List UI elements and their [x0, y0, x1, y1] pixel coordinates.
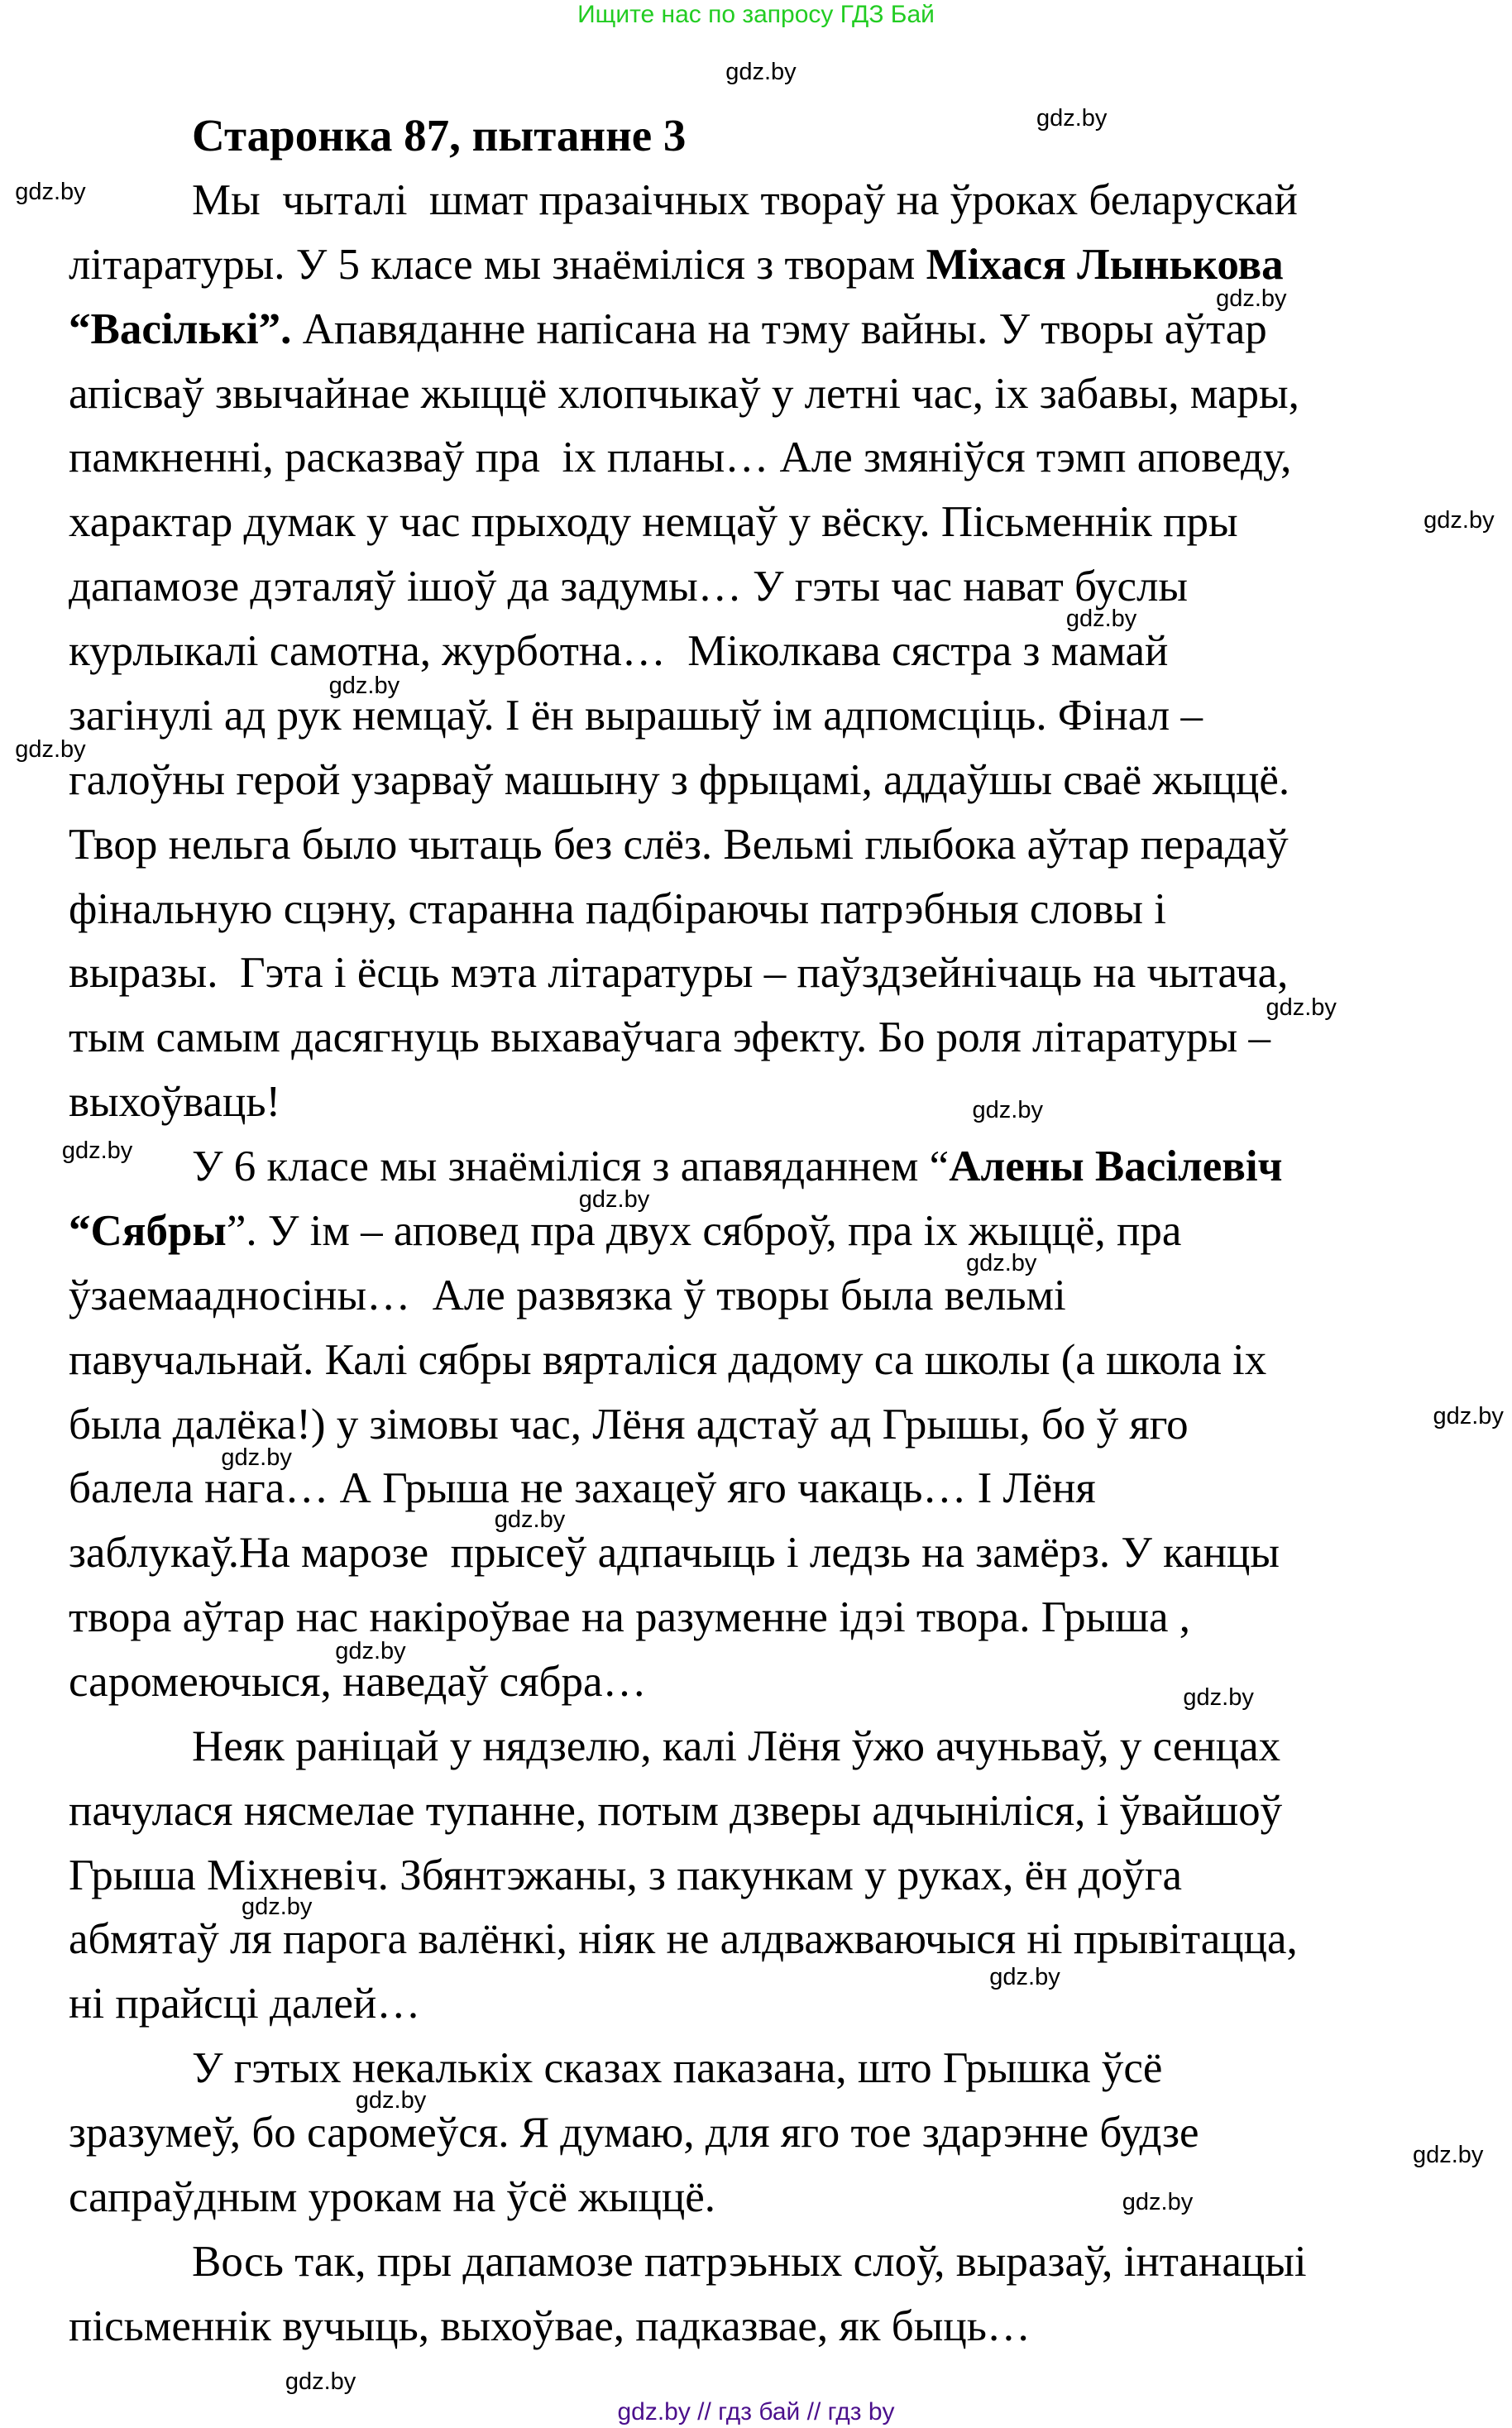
watermark: gdz.by: [61, 1137, 133, 1165]
text-line: [69, 689, 1203, 742]
text-line: [69, 431, 1291, 484]
text-segment: зразумеў, бо саромеўся. Я думаю, для яго тое здарэнне будзе: [69, 2109, 1199, 2157]
watermark: gdz.by: [1183, 1684, 1254, 1712]
text-segment: выразы. Гэта і ёсць мэта літаратуры – паўздзейнічаць на чытача,: [69, 949, 1289, 998]
text-segment: ўзаемаадносіны… Але развязка ў творы была вельмі: [69, 1271, 1066, 1319]
text-segment: пачулася нясмелае тупанне, потым дзверы адчыніліся, і ўвайшоў: [69, 1786, 1283, 1835]
watermark: gdz.by: [965, 1250, 1037, 1277]
search-banner[interactable]: Ищите нас по запросу ГДЗ Бай: [577, 1, 935, 28]
text-line: [192, 2235, 1307, 2288]
bold-text: Міхася Лынькова: [926, 240, 1284, 289]
text-line: [69, 496, 1238, 548]
text-line: [69, 1591, 1190, 1644]
text-line: [69, 303, 1267, 356]
text-line: [69, 2300, 1031, 2353]
bold-text: Алены Васілевіч: [949, 1142, 1283, 1191]
text-segment: абмятаў ля парога валёнкі, ніяк не алдважваючыся ні прывітацца,: [69, 1915, 1298, 1964]
text-line: [69, 1011, 1270, 1064]
text-line: [192, 1140, 1282, 1193]
text-segment: Апавяданне напісана на тэму вайны. У творы аўтар: [291, 304, 1267, 353]
text-segment: саромеючыся, наведаў сябра…: [69, 1658, 647, 1706]
text-segment: характар думак у час прыходу немцаў у вёску. Пісьменнік пры: [69, 498, 1238, 547]
text-line: [69, 1075, 280, 1128]
text-line: [69, 818, 1289, 871]
text-segment: Вось так, пры дапамозе патрэьных слоў, выразаў, інтанацыі: [192, 2237, 1307, 2286]
text-segment: курлыкалі самотна, журботна… Міколкава сястра з мамай: [69, 627, 1169, 676]
watermark: gdz.by: [1412, 2142, 1484, 2169]
watermark: gdz.by: [15, 736, 86, 764]
text-segment: літаратуры. У 5 класе мы знаёміліся з творам: [69, 240, 926, 289]
text-segment: заблукаў.На марозе прысеў адпачыць і ледзь на замёрз. У канцы: [69, 1529, 1280, 1578]
watermark: gdz.by: [355, 2087, 427, 2114]
watermark: gdz.by: [578, 1185, 650, 1213]
text-line: [69, 1526, 1280, 1579]
text-segment: балела нага… А Грыша не захацеў яго чакаць… І Лёня: [69, 1464, 1096, 1513]
text-line: [192, 174, 1298, 227]
watermark: gdz.by: [285, 2368, 356, 2396]
bold-text: “Васількі”.: [69, 304, 292, 353]
text-segment: павучальнай. Калі сябры вярталіся дадому са школы (а школа іх: [69, 1335, 1267, 1384]
text-segment: памкненні, расказваў пра іх планы… Але змяніўся тэмп аповеду,: [69, 433, 1292, 482]
watermark: gdz.by: [1122, 2189, 1194, 2216]
text-segment: твора аўтар нас накіроўвае на разуменне ідэі твора. Грыша ,: [69, 1593, 1191, 1642]
text-line: [69, 1269, 1066, 1322]
text-line: [69, 2171, 715, 2224]
watermark: gdz.by: [15, 179, 86, 206]
text-segment: У гэтых некалькіх сказах паказана, што Грышка ўсё: [192, 2044, 1163, 2093]
text-segment: пісьменнік вучыць, выхоўвае, падказвае, як быць…: [69, 2301, 1031, 2350]
watermark: gdz.by: [328, 672, 400, 699]
text-line: [69, 625, 1168, 678]
watermark: gdz.by: [494, 1506, 566, 1534]
watermark: gdz.by: [1216, 285, 1287, 312]
text-segment: Неяк раніцай у нядзелю, калі Лёня ўжо ачуньваў, у сенцах: [192, 1722, 1281, 1770]
watermark: gdz.by: [1065, 605, 1137, 632]
text-line: [69, 754, 1290, 807]
text-segment: фінальную сцэну, старанна падбіраючы патрэбныя словы і: [69, 884, 1167, 933]
bold-text: “Сябры: [69, 1206, 227, 1255]
text-line: [192, 1720, 1280, 1773]
watermark: gdz.by: [989, 1964, 1060, 1991]
watermark: gdz.by: [1433, 1403, 1504, 1430]
text-segment: загінулі ад рук немцаў. І ён вырашыў ім адпомсціць. Фінал –: [69, 691, 1203, 740]
text-line: [69, 946, 1288, 999]
text-segment: галоўны герой узарваў машыну з фрыцамі, аддаўшы сваё жыццё.: [69, 755, 1290, 804]
text-segment: ні прайсці далей…: [69, 1980, 421, 2028]
footer-links[interactable]: gdz.by // гдз бай // гдз by: [617, 2398, 895, 2426]
text-line: [69, 1398, 1189, 1451]
text-line: [192, 2042, 1162, 2095]
text-segment: сапраўдным урокам на ўсё жыццё.: [69, 2172, 716, 2221]
text-line: [69, 1913, 1298, 1966]
text-segment: тым самым дасягнуць выхаваўчага эфекту. Бо роля літаратуры –: [69, 1013, 1271, 1062]
text-line: [69, 238, 1284, 291]
text-line: [69, 367, 1299, 420]
text-line: [69, 560, 1188, 613]
watermark: gdz.by: [335, 1637, 406, 1664]
text-segment: ”. У ім – аповед пра двух сяброў, пра іх жыццё, пра: [226, 1206, 1182, 1255]
watermark: gdz.by: [221, 1444, 292, 1471]
watermark: gdz.by: [1423, 506, 1495, 534]
text-line: [69, 1784, 1282, 1837]
text-segment: У 6 класе мы знаёміліся з апавяданнем “: [192, 1142, 950, 1191]
text-segment: Грыша Міхневіч. Збянтэжаны, з пакункам у руках, ён доўга: [69, 1851, 1183, 1899]
page-title: Старонка 87, пытанне 3: [192, 110, 687, 160]
text-segment: дапамозе дэталяў ішоў да задумы… У гэты час нават буслы: [69, 563, 1189, 611]
text-line: [69, 1334, 1266, 1386]
text-segment: выхоўваць!: [69, 1078, 281, 1127]
text-segment: апісваў звычайнае жыццё хлопчыкаў у летні час, іх забавы, мары,: [69, 369, 1299, 418]
text-line: [69, 883, 1166, 936]
watermark: gdz.by: [1036, 105, 1108, 132]
text-segment: Твор нельга было чытаць без слёз. Вельмі глыбока аўтар перадаў: [69, 820, 1289, 869]
watermark: gdz.by: [725, 58, 797, 85]
watermark: gdz.by: [972, 1097, 1043, 1124]
text-line: [69, 2106, 1199, 2159]
watermark: gdz.by: [1266, 994, 1337, 1021]
text-line: [69, 1849, 1182, 1902]
watermark: gdz.by: [241, 1894, 313, 1921]
text-segment: была далёка!) у зімовы час, Лёня адстаў ад Грышы, бо ў яго: [69, 1400, 1189, 1449]
text-line: [69, 1977, 420, 2030]
text-segment: Мы чыталі шмат празаічных твораў на ўроках беларускай: [192, 176, 1298, 224]
